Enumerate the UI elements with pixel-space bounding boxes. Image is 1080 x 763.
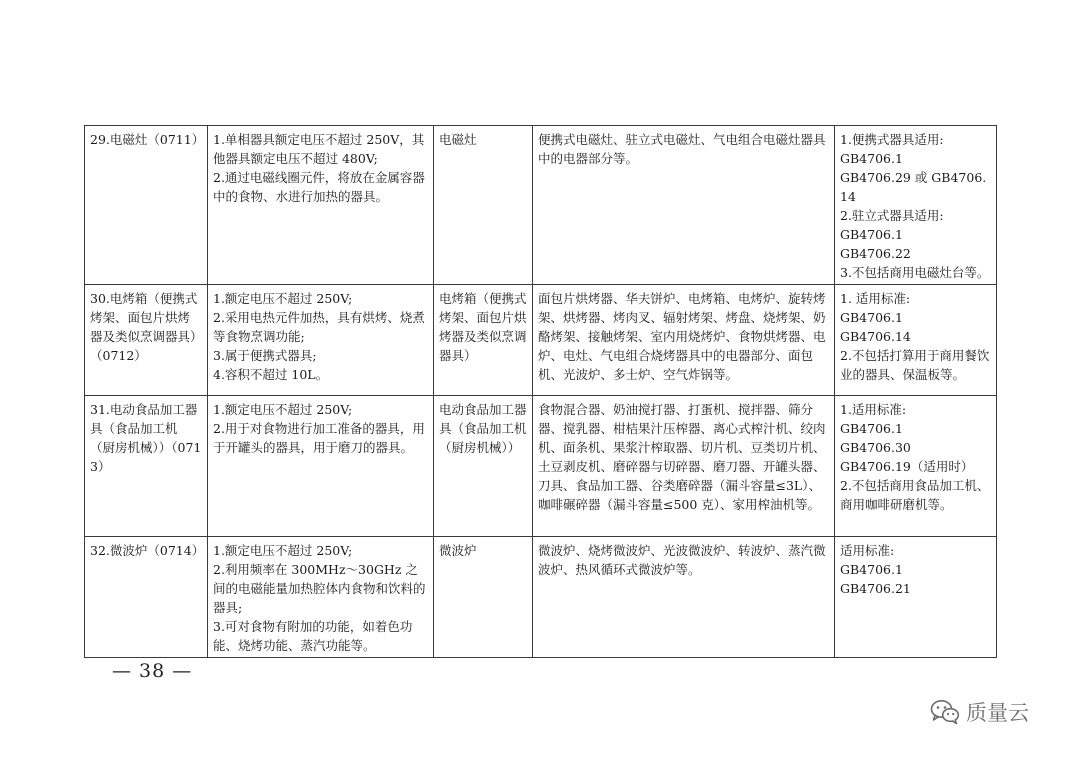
name-cell: 电动食品加工器具（食品加工机（厨房机械）） bbox=[434, 396, 533, 537]
standards-cell: 1.适用标准: GB4706.1 GB4706.30 GB4706.19（适用时） 2.不包括商用食品加工机、商用咖啡研磨机等。 bbox=[835, 396, 997, 537]
name-cell: 微波炉 bbox=[434, 537, 533, 658]
product-cell: 29.电磁灶（0711） bbox=[85, 126, 208, 285]
table-row bbox=[85, 285, 997, 396]
standards-cell: 1. 适用标准: GB4706.1 GB4706.14 2.不包括打算用于商用餐饮业的器具、保温板等。 bbox=[835, 285, 997, 396]
table-row bbox=[85, 537, 997, 658]
scope-cell: 便携式电磁灶、驻立式电磁灶、气电组合电磁灶器具中的电器部分等。 bbox=[533, 126, 835, 285]
table-row bbox=[85, 396, 997, 537]
table-row bbox=[85, 126, 997, 285]
watermark-text: 质量云 bbox=[966, 701, 1029, 725]
definition-cell: 1.额定电压不超过 250V; 2.采用电热元件加热，具有烘烤、烧煮等食物烹调功能; 3.属于便携式器具; 4.容积不超过 10L。 bbox=[208, 285, 434, 396]
definition-cell: 1.单相器具额定电压不超过 250V，其他器具额定电压不超过 480V; 2.通过电磁线圈元件，将放在金属容器中的食物、水进行加热的器具。 bbox=[208, 126, 434, 285]
standards-cell: 适用标准: GB4706.1 GB4706.21 bbox=[835, 537, 997, 658]
product-cell: 30.电烤箱（便携式烤架、面包片烘烤器及类似烹调器具）（0712） bbox=[85, 285, 208, 396]
standards-cell: 1.便携式器具适用: GB4706.1 GB4706.29 或 GB4706.14 2.驻立式器具适用: GB4706.1 GB4706.22 3.不包括商用电磁灶台等。 bbox=[835, 126, 997, 285]
product-cell: 32.微波炉（0714） bbox=[85, 537, 208, 658]
wechat-icon bbox=[930, 699, 960, 725]
definition-cell: 1.额定电压不超过 250V; 2.用于对食物进行加工准备的器具，用于开罐头的器具，用于磨刀的器具。 bbox=[208, 396, 434, 537]
name-cell: 电磁灶 bbox=[434, 126, 533, 285]
scope-cell: 微波炉、烧烤微波炉、光波微波炉、转波炉、蒸汽微波炉、热风循环式微波炉等。 bbox=[533, 537, 835, 658]
page-number: — 38 — bbox=[112, 660, 193, 682]
scope-cell: 食物混合器、奶油搅打器、打蛋机、搅拌器、筛分器、搅乳器、柑桔果汁压榨器、离心式榨汁机、绞肉机、面条机、果浆汁榨取器、切片机、豆类切片机、土豆剥皮机、磨碎器与切碎器、磨刀器、开罐头器、刀具、食品加工器、谷类磨碎器（漏斗容量≤3L）、咖啡碾碎器（漏斗容量≤500 克）、家用榨油机等。 bbox=[533, 396, 835, 537]
scope-cell: 面包片烘烤器、华夫饼炉、电烤箱、电烤炉、旋转烤架、烘烤器、烤肉叉、辐射烤架、烤盘、烧烤架、奶酪烤架、接触烤架、室内用烧烤炉、食物烘烤器、电炉、电灶、气电组合烧烤器具中的电器部分、面包机、光波炉、多士炉、空气炸锅等。 bbox=[533, 285, 835, 396]
product-cell: 31.电动食品加工器具（食品加工机（厨房机械））（0713） bbox=[85, 396, 208, 537]
product-catalog-table bbox=[84, 125, 997, 658]
definition-cell: 1.额定电压不超过 250V; 2.利用频率在 300MHz～30GHz 之间的电磁能量加热腔体内食物和饮料的器具; 3.可对食物有附加的功能，如着色功能、烧烤功能、蒸汽功能等。 bbox=[208, 537, 434, 658]
watermark bbox=[930, 697, 1029, 727]
name-cell: 电烤箱（便携式烤架、面包片烘烤器及类似烹调器具） bbox=[434, 285, 533, 396]
